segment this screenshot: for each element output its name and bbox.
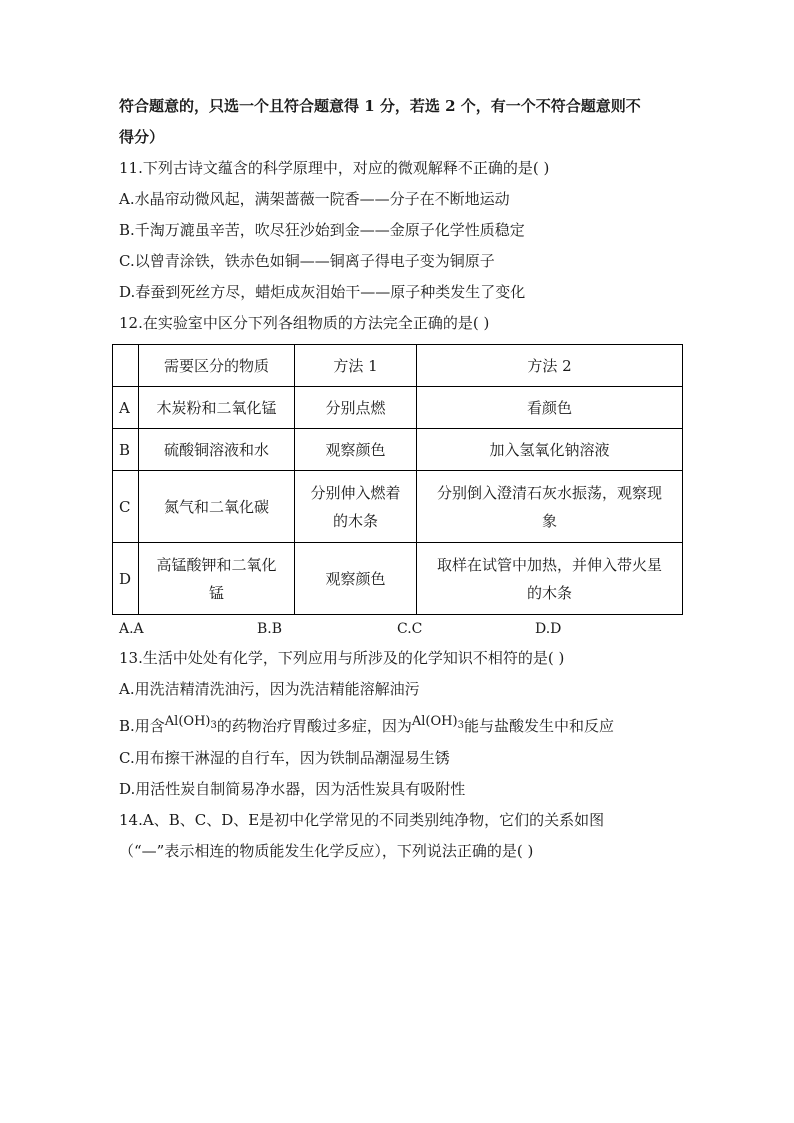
table-row (113, 429, 683, 471)
question-12-table (112, 344, 683, 615)
question-11-option-c: C.以曾青涂铁，铁赤色如铜——铜离子得电子变为铜原子 (119, 252, 495, 270)
question-13-option-c: C.用布擦干淋湿的自行车，因为铁制品潮湿易生锈 (119, 749, 450, 767)
question-13-option-d: D.用活性炭自制简易净水器，因为活性炭具有吸附性 (119, 780, 466, 798)
formula-al-oh-3: $Al(OH)_3$ (411, 714, 464, 731)
question-14-stem-line-1: 14.A、B、C、D、E是初中化学常见的不同类别纯净物，它们的关系如图 (119, 811, 605, 829)
row-method-2-line-2: 的木条 (526, 583, 572, 602)
question-14-stem-line-2: （“—”表示相连的物质能发生化学反应），下列说法正确的是( ) (119, 842, 534, 860)
row-method-2 (417, 543, 683, 615)
table-row (113, 543, 683, 615)
row-method-2-line-1: 分别倒入澄清石灰水振荡，观察现 (436, 483, 662, 502)
row-method-2: 看颜色 (417, 387, 683, 429)
section-note-line-1: 符合题意的，只选一个且符合题意得 1 分，若选 2 个，有一个不符合题意则不 (119, 97, 641, 115)
table-row (113, 471, 683, 543)
header-cell-blank (113, 345, 139, 387)
row-substances: 氮气和二氧化碳 (139, 471, 295, 543)
question-12-answer-options (119, 620, 679, 638)
row-substances-line-1: 高锰酸钾和二氧化 (156, 555, 277, 574)
question-13-option-a: A.用洗洁精清洗油污，因为洗洁精能溶解油污 (119, 680, 420, 698)
section-note-line-2: 得分） (119, 128, 165, 146)
question-11-option-d: D.春蚕到死丝方尽，蜡炬成灰泪始干——原子种类发生了变化 (119, 283, 526, 301)
row-label: D (113, 543, 139, 615)
row-substances (139, 543, 295, 615)
question-11-stem: 11.下列古诗文蕴含的科学原理中，对应的微观解释不正确的是( ) (119, 159, 550, 177)
question-13-option-b (119, 716, 614, 736)
row-method-1: 分别点燃 (295, 387, 417, 429)
table-row (113, 387, 683, 429)
row-method-1 (295, 471, 417, 543)
row-method-1-line-2: 的木条 (332, 511, 378, 530)
row-label: C (113, 471, 139, 543)
header-cell-method-1: 方法 1 (295, 345, 417, 387)
question-11-option-a: A.水晶帘动微风起，满架蔷薇一院香——分子在不断地运动 (119, 190, 510, 208)
row-substances-line-2: 锰 (208, 583, 224, 602)
row-substances: 硫酸铜溶液和水 (139, 429, 295, 471)
option-b-text-1: B.用含 (119, 717, 165, 735)
answer-option-a[interactable]: A.A (119, 621, 144, 637)
question-13-stem: 13.生活中处处有化学，下列应用与所涉及的化学知识不相符的是( ) (119, 649, 565, 667)
question-11-option-b: B.千淘万漉虽辛苦，吹尽狂沙始到金——金原子化学性质稳定 (119, 221, 525, 239)
row-method-2 (417, 471, 683, 543)
row-method-2-line-2: 象 (541, 511, 557, 530)
row-substances: 木炭粉和二氧化锰 (139, 387, 295, 429)
option-b-text-3: 能与盐酸发生中和反应 (463, 717, 614, 735)
formula-al-oh-3: $Al(OH)_3$ (164, 714, 217, 731)
header-cell-method-2: 方法 2 (417, 345, 683, 387)
table-header-row (113, 345, 683, 387)
answer-option-c[interactable]: C.C (397, 621, 423, 637)
header-cell-substances: 需要区分的物质 (139, 345, 295, 387)
row-method-2-line-1: 取样在试管中加热，并伸入带火星 (436, 555, 662, 574)
row-method-1: 观察颜色 (295, 543, 417, 615)
row-label: B (113, 429, 139, 471)
answer-option-d[interactable]: D.D (535, 621, 562, 637)
row-method-1-line-1: 分别伸入燃着 (310, 483, 401, 502)
question-12-stem: 12.在实验室中区分下列各组物质的方法完全正确的是( ) (119, 314, 490, 332)
option-b-text-2: 的药物治疗胃酸过多症，因为 (216, 717, 412, 735)
answer-option-b[interactable]: B.B (257, 621, 283, 637)
row-label: A (113, 387, 139, 429)
row-method-2: 加入氢氧化钠溶液 (417, 429, 683, 471)
row-method-1: 观察颜色 (295, 429, 417, 471)
